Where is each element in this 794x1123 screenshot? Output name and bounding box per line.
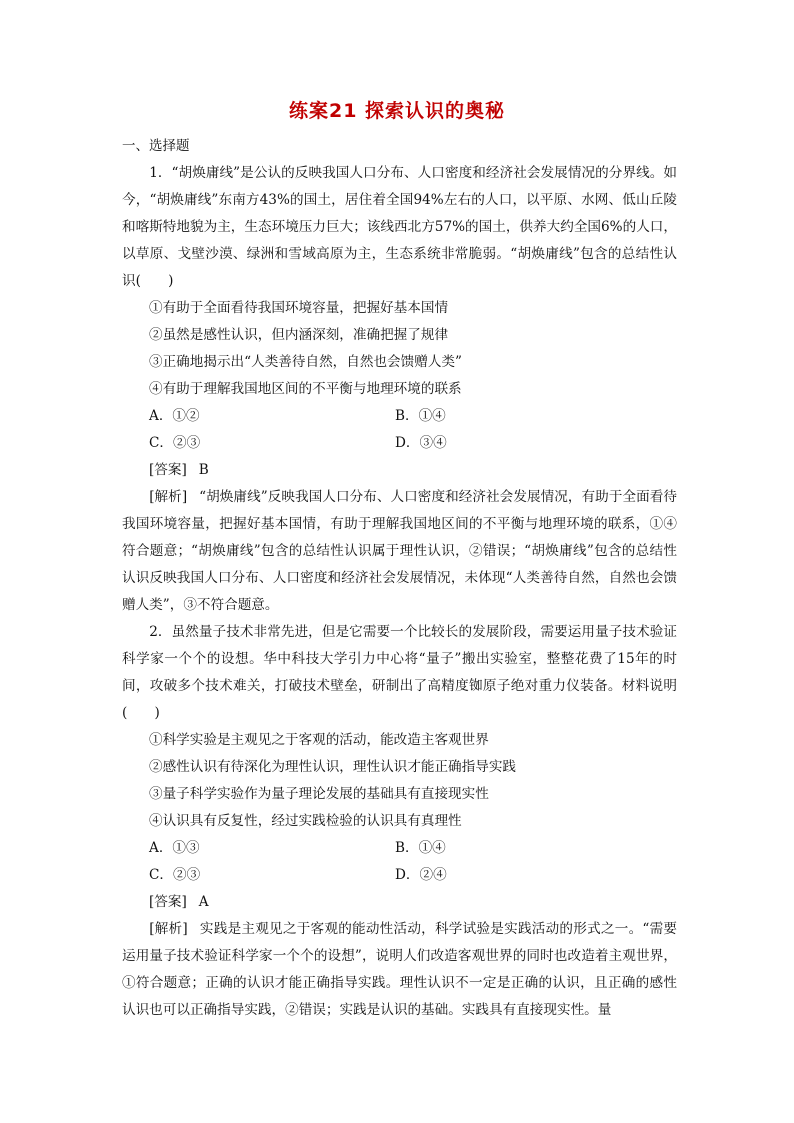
answer-value: B xyxy=(198,462,209,478)
analysis-text: “胡焕庸线”反映我国人口分布、人口密度和经济社会发展情况，有助于全面看待我国环境容量，把握好基本国情，有助于理解我国地区间的不平衡与地理环境的联系，①④符合题意；“胡焕庸线”包含的总结性认识属于理性认识，②错误；“胡焕庸线”包含的总结性认识反映我国人口分布、人口密度和经济社会发展情况，未体现“人类善待自然，自然也会馈赠人类”，③不符合题意。 xyxy=(122,489,677,613)
question-1-choice-d: D．③④ xyxy=(395,435,447,451)
answer-value: A xyxy=(198,894,209,910)
question-2-statement-2: ②感性认识有待深化为理性认识，理性认识才能正确指导实践 xyxy=(149,759,517,775)
document-body xyxy=(122,160,677,1024)
answer-tag: [答案] xyxy=(149,894,187,910)
question-2-statement-3: ③量子科学实验作为量子理论发展的基础具有直接现实性 xyxy=(149,786,489,802)
question-1-analysis xyxy=(122,484,677,619)
question-2-answer xyxy=(122,889,677,916)
question-2-choice-a: A．①③ xyxy=(149,840,200,856)
analysis-tag: [解析] xyxy=(149,921,188,937)
question-1-statement-4: ④有助于理解我国地区间的不平衡与地理环境的联系 xyxy=(149,381,462,397)
question-1-choice-a: A．①② xyxy=(149,408,200,424)
page-title: 练案21 探索认识的奥秘 xyxy=(288,100,506,122)
question-1-statement-1: ①有助于全面看待我国环境容量，把握好基本国情 xyxy=(149,300,449,316)
analysis-tag: [解析] xyxy=(149,489,188,505)
question-1-choice-c: C．②③ xyxy=(149,435,201,451)
analysis-text: 实践是主观见之于客观的能动性活动，科学试验是实践活动的形式之一。“需要运用量子技术验证科学家一个个的设想”，说明人们改造客观世界的同时也改造着主观世界，①符合题意；正确的认识才能正确指导实践。理性认识不一定是正确的认识，且正确的感性认识也可以正确指导实践，②错误；实践是认识的基础。实践具有直接现实性。量 xyxy=(122,921,677,1018)
question-1-answer xyxy=(122,457,677,484)
question-2-choice-c: C．②③ xyxy=(149,867,201,883)
question-1-statement-2: ②虽然是感性认识，但内涵深刻，准确把握了规律 xyxy=(149,327,449,343)
section-heading: 一、选择题 xyxy=(122,138,190,154)
question-1-choices-row-2 xyxy=(122,430,677,457)
question-1-choice-b: B．①④ xyxy=(395,408,446,424)
question-2-choices-row-2 xyxy=(122,862,677,889)
question-2-choices-row-1 xyxy=(122,835,677,862)
question-1-statement-3: ③正确地揭示出“人类善待自然，自然也会馈赠人类” xyxy=(149,354,462,370)
question-1-choices-row-1 xyxy=(122,403,677,430)
question-2-stem: 2．虽然量子技术非常先进，但是它需要一个比较长的发展阶段，需要运用量子技术验证科学家一个个的设想。华中科技大学引力中心将“量子”搬出实验室，整整花费了15年的时间，攻破多个技术难关，打破技术壁垒，研制出了高精度铷原子绝对重力仪装备。材料说明( ) xyxy=(122,624,677,721)
question-2-analysis xyxy=(122,916,677,1024)
question-2-statement-1: ①科学实验是主观见之于客观的活动，能改造主客观世界 xyxy=(149,732,489,748)
question-2-statement-4: ④认识具有反复性，经过实践检验的认识具有真理性 xyxy=(149,813,462,829)
answer-tag: [答案] xyxy=(149,462,187,478)
question-2-choice-d: D．②④ xyxy=(395,867,447,883)
question-2-choice-b: B．①④ xyxy=(395,840,446,856)
question-1-stem: 1．“胡焕庸线”是公认的反映我国人口分布、人口密度和经济社会发展情况的分界线。如今，“胡焕庸线”东南方43%的国土，居住着全国94%左右的人口，以平原、水网、低山丘陵和喀斯特地貌为主，生态环境压力巨大；该线西北方57%的国土，供养大约全国6%的人口，以草原、戈壁沙漠、绿洲和雪域高原为主，生态系统非常脆弱。“胡焕庸线”包含的总结性认识( ) xyxy=(122,165,677,289)
